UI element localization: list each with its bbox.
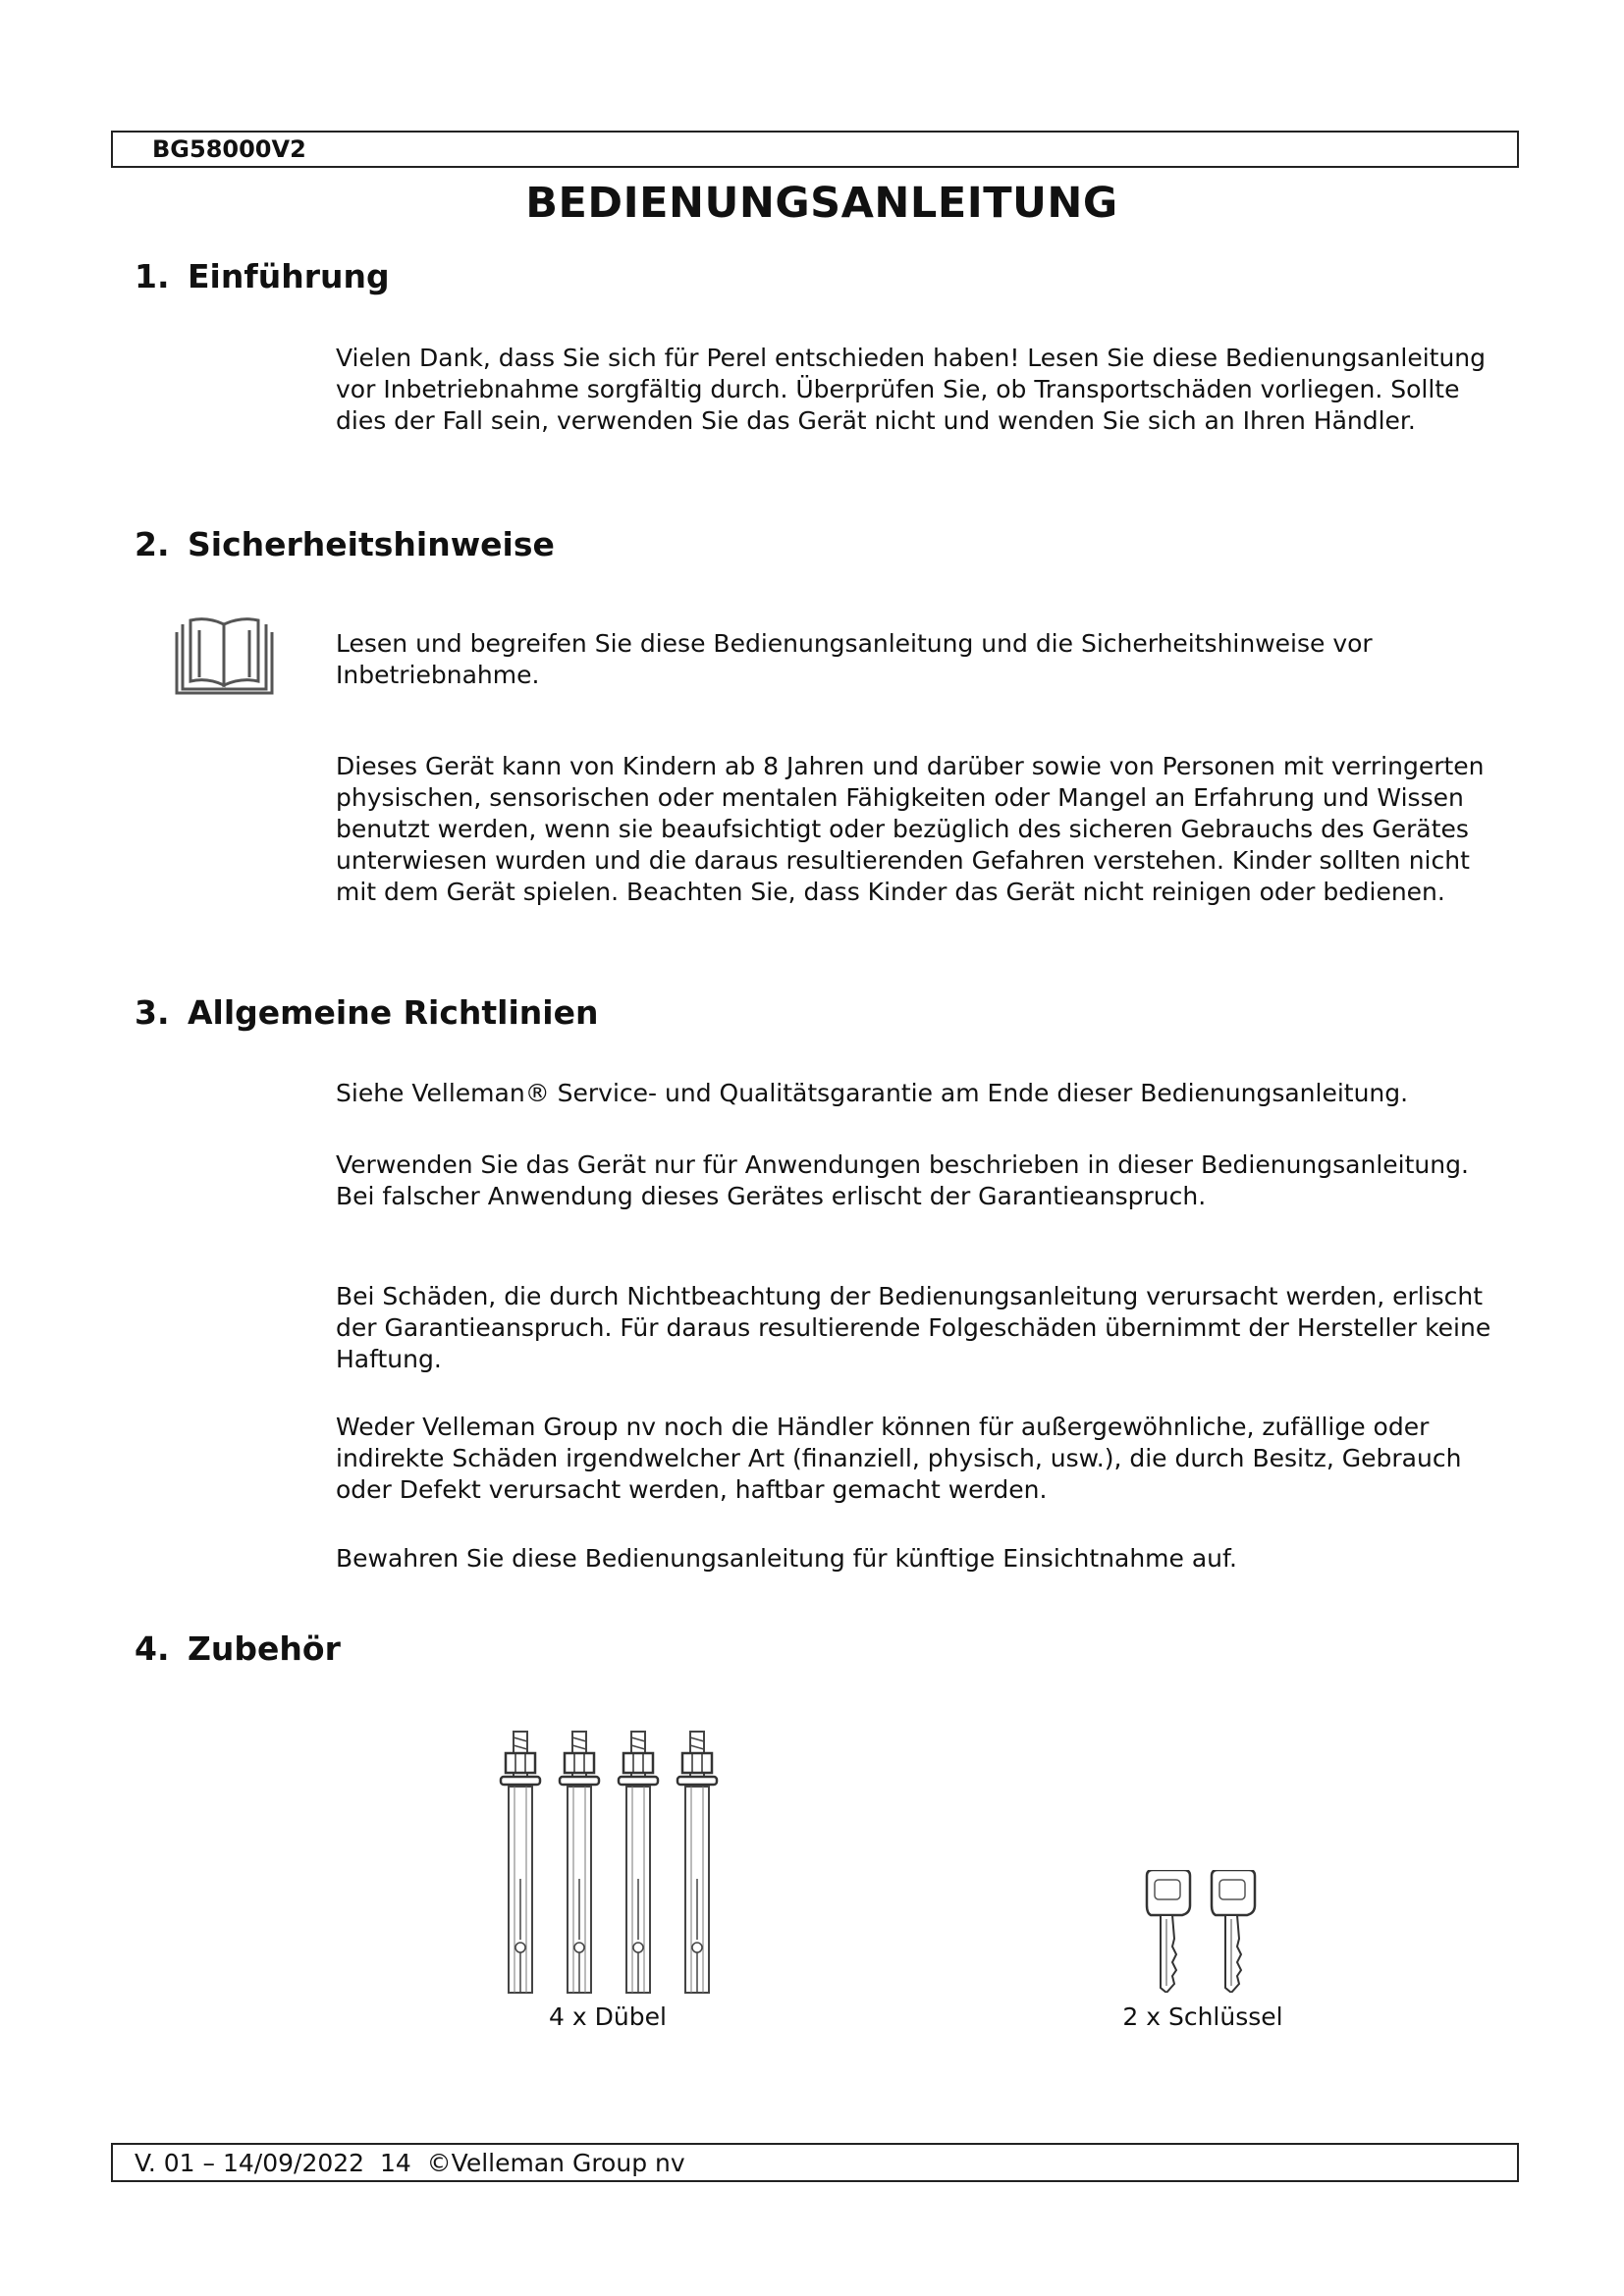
- section-number: 2.: [135, 525, 170, 563]
- safety-paragraph-read: Lesen und begreifen Sie diese Bedienungsanleitung und die Sicherheitshinweise vor Inbetriebnahme.: [336, 629, 1373, 689]
- section-heading-einfuehrung: [135, 257, 390, 295]
- book-icon: [173, 616, 276, 695]
- section-title: Einführung: [188, 257, 390, 295]
- key-icon: [1141, 1870, 1269, 1993]
- section-title: Sicherheitshinweise: [188, 525, 555, 563]
- guideline-paragraph-keep: Bewahren Sie diese Bedienungsanleitung für künftige Einsichtnahme auf.: [336, 1544, 1237, 1573]
- document-title: BEDIENUNGSANLEITUNG: [525, 179, 1118, 228]
- section-number: 4.: [135, 1629, 170, 1668]
- section-title: Allgemeine Richtlinien: [188, 993, 599, 1032]
- section-number: 1.: [135, 257, 170, 295]
- anchor-bolt-icon: [489, 1730, 725, 1995]
- guideline-paragraph-liability: Weder Velleman Group nv noch die Händler können für außergewöhnliche, zufällige oder indirekte Schäden irgendwelcher Art (finanziell, physisch, usw.), die durch Besitz, Gebrauch oder Defekt verursacht werden, haftbar gemacht werden.: [336, 1413, 1462, 1504]
- section-heading-zubehoer: [135, 1629, 341, 1668]
- section-heading-richtlinien: [135, 993, 598, 1032]
- model-number: BG58000V2: [152, 135, 306, 163]
- header-model-box: [111, 131, 1519, 168]
- guideline-paragraph-damage: Bei Schäden, die durch Nichtbeachtung der Bedienungsanleitung verursacht werden, erlischt der Garantieanspruch. Für daraus resultierende Folgeschäden übernimmt der Hersteller keine Haftung.: [336, 1282, 1491, 1373]
- footer-box: [111, 2143, 1519, 2182]
- guideline-paragraph-warranty: Siehe Velleman® Service- und Qualitätsgarantie am Ende dieser Bedienungsanleitung.: [336, 1079, 1409, 1107]
- safety-paragraph-children: Dieses Gerät kann von Kindern ab 8 Jahren und darüber sowie von Personen mit verringerten physischen, sensorischen oder mentalen Fähigkeiten oder Mangel an Erfahrung und Wissen benutzt werden, wenn sie beaufsichtigt oder bezüglich des sicheren Gebrauchs des Gerätes unterwiesen wurden und die daraus resultierenden Gefahren verstehen. Kinder sollten nicht mit dem Gerät spielen. Beachten Sie, dass Kinder das Gerät nicht reinigen oder bedienen.: [336, 752, 1485, 906]
- section-heading-sicherheitshinweise: [135, 525, 555, 563]
- section-number: 3.: [135, 993, 170, 1032]
- intro-paragraph: Vielen Dank, dass Sie sich für Perel entschieden haben! Lesen Sie diese Bedienungsanleitung vor Inbetriebnahme sorgfältig durch. Überprüfen Sie, ob Transportschäden vorliegen. Sollte dies der Fall sein, verwenden Sie das Gerät nicht und wenden Sie sich an Ihren Händler.: [336, 344, 1487, 435]
- accessory-label-schluessel: 2 x Schlüssel: [1122, 2002, 1283, 2031]
- accessory-label-duebel: 4 x Dübel: [549, 2002, 667, 2031]
- guideline-paragraph-usage: Verwenden Sie das Gerät nur für Anwendungen beschrieben in dieser Bedienungsanleitung. Bei falscher Anwendung dieses Gerätes erlischt der Garantieanspruch.: [336, 1150, 1469, 1210]
- section-title: Zubehör: [188, 1629, 341, 1668]
- footer-text: V. 01 – 14/09/2022 14 ©Velleman Group nv: [135, 2149, 685, 2177]
